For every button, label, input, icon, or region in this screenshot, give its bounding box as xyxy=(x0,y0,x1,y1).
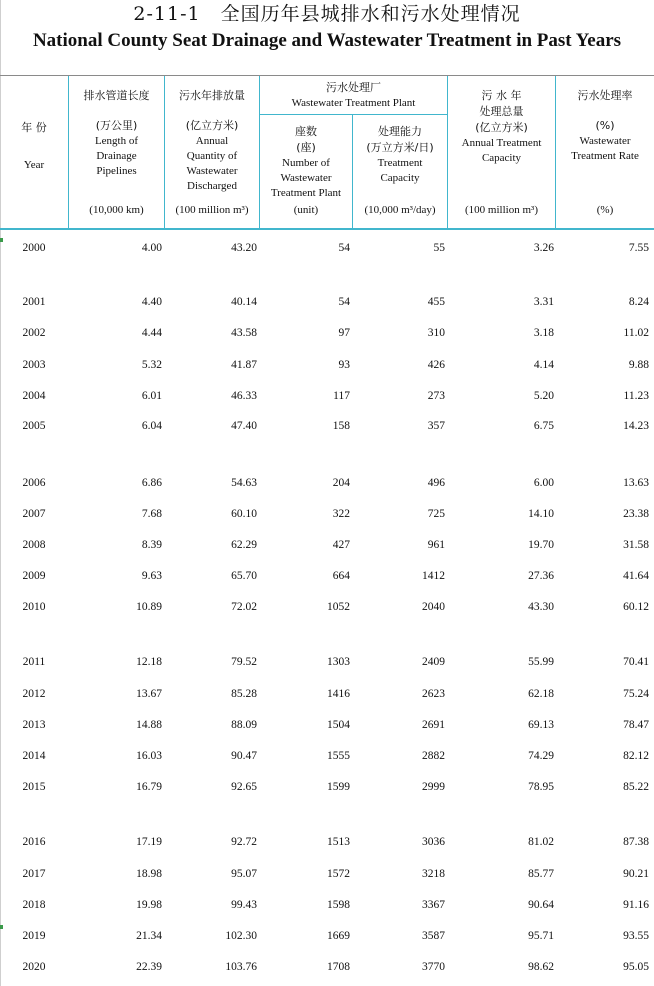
cell-capacity: 2623 xyxy=(422,688,445,700)
header-bottom-rule xyxy=(0,228,654,230)
cell-annual: 95.71 xyxy=(528,930,554,942)
table-row xyxy=(0,831,654,853)
cell-capacity: 273 xyxy=(427,390,445,402)
header-rate-unit-cn: (%) xyxy=(595,119,615,132)
cell-year: 2013 xyxy=(22,719,46,731)
cell-discharged: 79.52 xyxy=(231,656,257,668)
header-length-en: Length of xyxy=(94,135,139,147)
cell-discharged: 54.63 xyxy=(231,477,257,489)
cell-annual: 5.20 xyxy=(533,390,554,402)
cell-capacity: 3036 xyxy=(422,836,445,848)
cell-length: 12.18 xyxy=(136,656,162,668)
header-rate-en: Wastewater xyxy=(579,135,631,147)
cell-plants: 322 xyxy=(332,508,350,520)
cell-year: 2015 xyxy=(22,781,46,793)
cell-year: 2001 xyxy=(22,296,46,308)
header-plants-unit: (unit) xyxy=(293,204,319,216)
cell-discharged: 99.43 xyxy=(231,899,257,911)
cell-discharged: 60.10 xyxy=(231,508,257,520)
cell-rate: 14.23 xyxy=(623,420,649,432)
cell-rate: 95.05 xyxy=(623,961,649,973)
cell-plants: 54 xyxy=(338,296,350,308)
header-discharged xyxy=(165,88,259,228)
cell-rate: 8.24 xyxy=(628,296,649,308)
cell-annual: 4.14 xyxy=(533,359,554,371)
header-capacity-unit: (10,000 m³/day) xyxy=(364,204,436,216)
cell-capacity: 357 xyxy=(427,420,445,432)
header-plants-en: Number of xyxy=(282,157,330,169)
cell-year: 2006 xyxy=(22,477,46,489)
cell-capacity: 725 xyxy=(427,508,445,520)
header-length xyxy=(69,88,164,228)
cell-year: 2018 xyxy=(22,899,46,911)
cell-plants: 1572 xyxy=(327,868,350,880)
cell-annual: 62.18 xyxy=(528,688,554,700)
header-plants-en: Treatment Plant xyxy=(270,187,342,199)
cell-length: 10.89 xyxy=(136,601,162,613)
cell-capacity: 2040 xyxy=(422,601,445,613)
header-discharged-unit-cn: (亿立方米) xyxy=(185,119,239,132)
cell-capacity: 961 xyxy=(427,539,445,551)
cell-plants: 1303 xyxy=(327,656,350,668)
cell-length: 8.39 xyxy=(141,539,162,551)
cell-year: 2005 xyxy=(22,420,46,432)
cell-discharged: 95.07 xyxy=(231,868,257,880)
header-year xyxy=(0,120,68,190)
cell-year: 2000 xyxy=(22,242,46,254)
cell-length: 6.01 xyxy=(141,390,162,402)
header-capacity-en: Treatment xyxy=(377,157,423,169)
cell-rate: 41.64 xyxy=(623,570,649,582)
header-plant-group xyxy=(260,80,447,114)
header-discharged-en: Quantity of xyxy=(186,150,238,162)
cell-year: 2011 xyxy=(22,656,46,668)
cell-rate: 31.58 xyxy=(623,539,649,551)
header-year-cn: 年 份 xyxy=(21,121,47,134)
header-annual-cn: 处理总量 xyxy=(479,105,524,118)
cell-annual: 69.13 xyxy=(528,719,554,731)
cell-annual: 74.29 xyxy=(528,750,554,762)
header-annual-en: Annual Treatment xyxy=(461,137,542,149)
cell-annual: 3.26 xyxy=(533,242,554,254)
header-plants-unit-cn: (座) xyxy=(296,141,316,154)
cell-capacity: 1412 xyxy=(422,570,445,582)
table-row xyxy=(0,503,654,525)
cell-length: 16.79 xyxy=(136,781,162,793)
cell-capacity: 2882 xyxy=(422,750,445,762)
table-row xyxy=(0,776,654,798)
header-annual-en: Capacity xyxy=(481,152,522,164)
cell-rate: 60.12 xyxy=(623,601,649,613)
table-row xyxy=(0,291,654,313)
cell-plants: 158 xyxy=(332,420,350,432)
cell-discharged: 85.28 xyxy=(231,688,257,700)
header-capacity-unit-cn: (万立方米/日) xyxy=(366,141,434,154)
cell-discharged: 43.58 xyxy=(231,327,257,339)
cell-annual: 3.31 xyxy=(533,296,554,308)
cell-annual: 14.10 xyxy=(528,508,554,520)
cell-discharged: 62.29 xyxy=(231,539,257,551)
header-plant-group-cn: 污水处理厂 xyxy=(326,81,381,94)
cell-length: 13.67 xyxy=(136,688,162,700)
header-capacity-cn: 处理能力 xyxy=(378,125,422,138)
header-length-en: Drainage xyxy=(96,150,137,162)
cell-plants: 204 xyxy=(332,477,350,489)
table-row xyxy=(0,925,654,947)
edge-mark xyxy=(0,925,3,929)
cell-plants: 54 xyxy=(338,242,350,254)
cell-capacity: 3587 xyxy=(422,930,445,942)
header-year-en: Year xyxy=(23,159,45,171)
cell-length: 17.19 xyxy=(136,836,162,848)
cell-plants: 1416 xyxy=(327,688,350,700)
cell-annual: 43.30 xyxy=(528,601,554,613)
table-row xyxy=(0,651,654,673)
cell-capacity: 2409 xyxy=(422,656,445,668)
table-row xyxy=(0,565,654,587)
cell-capacity: 3367 xyxy=(422,899,445,911)
cell-year: 2010 xyxy=(22,601,46,613)
cell-year: 2003 xyxy=(22,359,46,371)
cell-capacity: 2999 xyxy=(422,781,445,793)
cell-annual: 27.36 xyxy=(528,570,554,582)
cell-capacity: 426 xyxy=(427,359,445,371)
cell-length: 4.44 xyxy=(141,327,162,339)
cell-capacity: 310 xyxy=(427,327,445,339)
header-discharged-en: Wastewater xyxy=(186,165,238,177)
edge-mark xyxy=(0,238,3,242)
cell-plants: 1504 xyxy=(327,719,350,731)
cell-plants: 664 xyxy=(332,570,350,582)
header-annual-treatment xyxy=(448,88,555,228)
header-subgroup-rule xyxy=(259,114,447,115)
header-length-en: Pipelines xyxy=(96,165,137,177)
cell-annual: 81.02 xyxy=(528,836,554,848)
cell-annual: 19.70 xyxy=(528,539,554,551)
cell-discharged: 102.30 xyxy=(225,930,257,942)
cell-discharged: 46.33 xyxy=(231,390,257,402)
cell-annual: 78.95 xyxy=(528,781,554,793)
header-capacity xyxy=(353,124,447,228)
cell-plants: 1598 xyxy=(327,899,350,911)
cell-annual: 6.75 xyxy=(533,420,554,432)
cell-plants: 1669 xyxy=(327,930,350,942)
cell-discharged: 88.09 xyxy=(231,719,257,731)
table-title-english: National County Seat Drainage and Wastewater Treatment in Past Years xyxy=(32,30,622,51)
cell-capacity: 2691 xyxy=(422,719,445,731)
cell-length: 9.63 xyxy=(141,570,162,582)
cell-plants: 93 xyxy=(338,359,350,371)
table-row xyxy=(0,894,654,916)
cell-plants: 97 xyxy=(338,327,350,339)
cell-length: 5.32 xyxy=(141,359,162,371)
header-rate-en: Treatment Rate xyxy=(571,150,639,162)
cell-annual: 85.77 xyxy=(528,868,554,880)
cell-length: 22.39 xyxy=(136,961,162,973)
cell-annual: 55.99 xyxy=(528,656,554,668)
table-row xyxy=(0,745,654,767)
cell-rate: 85.22 xyxy=(623,781,649,793)
cell-year: 2017 xyxy=(22,868,46,880)
table-row xyxy=(0,237,654,259)
cell-rate: 23.38 xyxy=(623,508,649,520)
table-row xyxy=(0,322,654,344)
cell-plants: 1599 xyxy=(327,781,350,793)
header-length-unit-cn: (万公里) xyxy=(95,119,138,132)
table-row xyxy=(0,956,654,978)
cell-rate: 91.16 xyxy=(623,899,649,911)
table-row xyxy=(0,863,654,885)
cell-rate: 11.23 xyxy=(623,390,649,402)
table-row xyxy=(0,596,654,618)
cell-plants: 1708 xyxy=(327,961,350,973)
cell-rate: 82.12 xyxy=(623,750,649,762)
cell-year: 2007 xyxy=(22,508,46,520)
cell-annual: 90.64 xyxy=(528,899,554,911)
header-capacity-en: Capacity xyxy=(380,172,420,184)
header-annual-cn: 污 水 年 xyxy=(481,89,522,102)
header-discharged-unit: (100 million m³) xyxy=(175,204,249,216)
cell-length: 19.98 xyxy=(136,899,162,911)
cell-rate: 70.41 xyxy=(623,656,649,668)
header-rate-cn: 污水处理率 xyxy=(577,89,633,102)
cell-rate: 7.55 xyxy=(628,242,649,254)
cell-discharged: 40.14 xyxy=(231,296,257,308)
cell-year: 2020 xyxy=(22,961,46,973)
header-annual-unit: (100 million m³) xyxy=(465,204,538,216)
cell-capacity: 3770 xyxy=(422,961,445,973)
cell-discharged: 92.65 xyxy=(231,781,257,793)
cell-plants: 117 xyxy=(333,390,350,402)
table-row xyxy=(0,534,654,556)
table-row xyxy=(0,354,654,376)
header-plants-cn: 座数 xyxy=(295,125,317,138)
cell-annual: 6.00 xyxy=(533,477,554,489)
table-row xyxy=(0,472,654,494)
cell-rate: 13.63 xyxy=(623,477,649,489)
cell-length: 4.00 xyxy=(141,242,162,254)
cell-capacity: 455 xyxy=(427,296,445,308)
cell-length: 4.40 xyxy=(141,296,162,308)
cell-length: 21.34 xyxy=(136,930,162,942)
cell-discharged: 41.87 xyxy=(231,359,257,371)
cell-rate: 11.02 xyxy=(623,327,649,339)
cell-plants: 1052 xyxy=(327,601,350,613)
header-rate-unit: (%) xyxy=(596,204,614,216)
cell-plants: 1513 xyxy=(327,836,350,848)
cell-rate: 90.21 xyxy=(623,868,649,880)
cell-year: 2008 xyxy=(22,539,46,551)
table-row xyxy=(0,683,654,705)
cell-rate: 93.55 xyxy=(623,930,649,942)
cell-annual: 98.62 xyxy=(528,961,554,973)
header-discharged-cn: 污水年排放量 xyxy=(179,89,245,102)
cell-rate: 75.24 xyxy=(623,688,649,700)
cell-rate: 78.47 xyxy=(623,719,649,731)
cell-rate: 9.88 xyxy=(628,359,649,371)
cell-length: 18.98 xyxy=(136,868,162,880)
header-length-cn: 排水管道长度 xyxy=(83,89,150,102)
header-rate xyxy=(556,88,654,228)
cell-discharged: 90.47 xyxy=(231,750,257,762)
cell-discharged: 92.72 xyxy=(231,836,257,848)
cell-capacity: 55 xyxy=(433,242,445,254)
header-discharged-en: Discharged xyxy=(187,180,237,192)
header-length-unit: (10,000 km) xyxy=(89,204,144,216)
cell-length: 6.04 xyxy=(141,420,162,432)
cell-plants: 1555 xyxy=(327,750,350,762)
header-discharged-en: Annual xyxy=(195,135,229,147)
cell-year: 2016 xyxy=(22,836,46,848)
cell-plants: 427 xyxy=(332,539,350,551)
header-annual-unit-cn: (亿立方米) xyxy=(475,121,528,134)
cell-length: 7.68 xyxy=(141,508,162,520)
cell-capacity: 3218 xyxy=(422,868,445,880)
cell-year: 2019 xyxy=(22,930,46,942)
cell-discharged: 47.40 xyxy=(231,420,257,432)
header-plants-en: Wastewater xyxy=(280,172,332,184)
cell-year: 2012 xyxy=(22,688,46,700)
table-row xyxy=(0,714,654,736)
cell-annual: 3.18 xyxy=(533,327,554,339)
cell-capacity: 496 xyxy=(427,477,445,489)
cell-discharged: 65.70 xyxy=(231,570,257,582)
cell-discharged: 72.02 xyxy=(231,601,257,613)
cell-length: 6.86 xyxy=(141,477,162,489)
header-plant-group-en: Wastewater Treatment Plant xyxy=(291,97,416,109)
cell-discharged: 43.20 xyxy=(231,242,257,254)
table-title-chinese: 2-11-1 全国历年县城排水和污水处理情况 xyxy=(133,3,521,25)
table-row xyxy=(0,415,654,437)
cell-length: 16.03 xyxy=(136,750,162,762)
cell-length: 14.88 xyxy=(136,719,162,731)
cell-year: 2009 xyxy=(22,570,46,582)
cell-rate: 87.38 xyxy=(623,836,649,848)
cell-year: 2002 xyxy=(22,327,46,339)
cell-discharged: 103.76 xyxy=(225,961,257,973)
header-plants xyxy=(260,124,352,228)
cell-year: 2014 xyxy=(22,750,46,762)
table-row xyxy=(0,385,654,407)
cell-year: 2004 xyxy=(22,390,46,402)
